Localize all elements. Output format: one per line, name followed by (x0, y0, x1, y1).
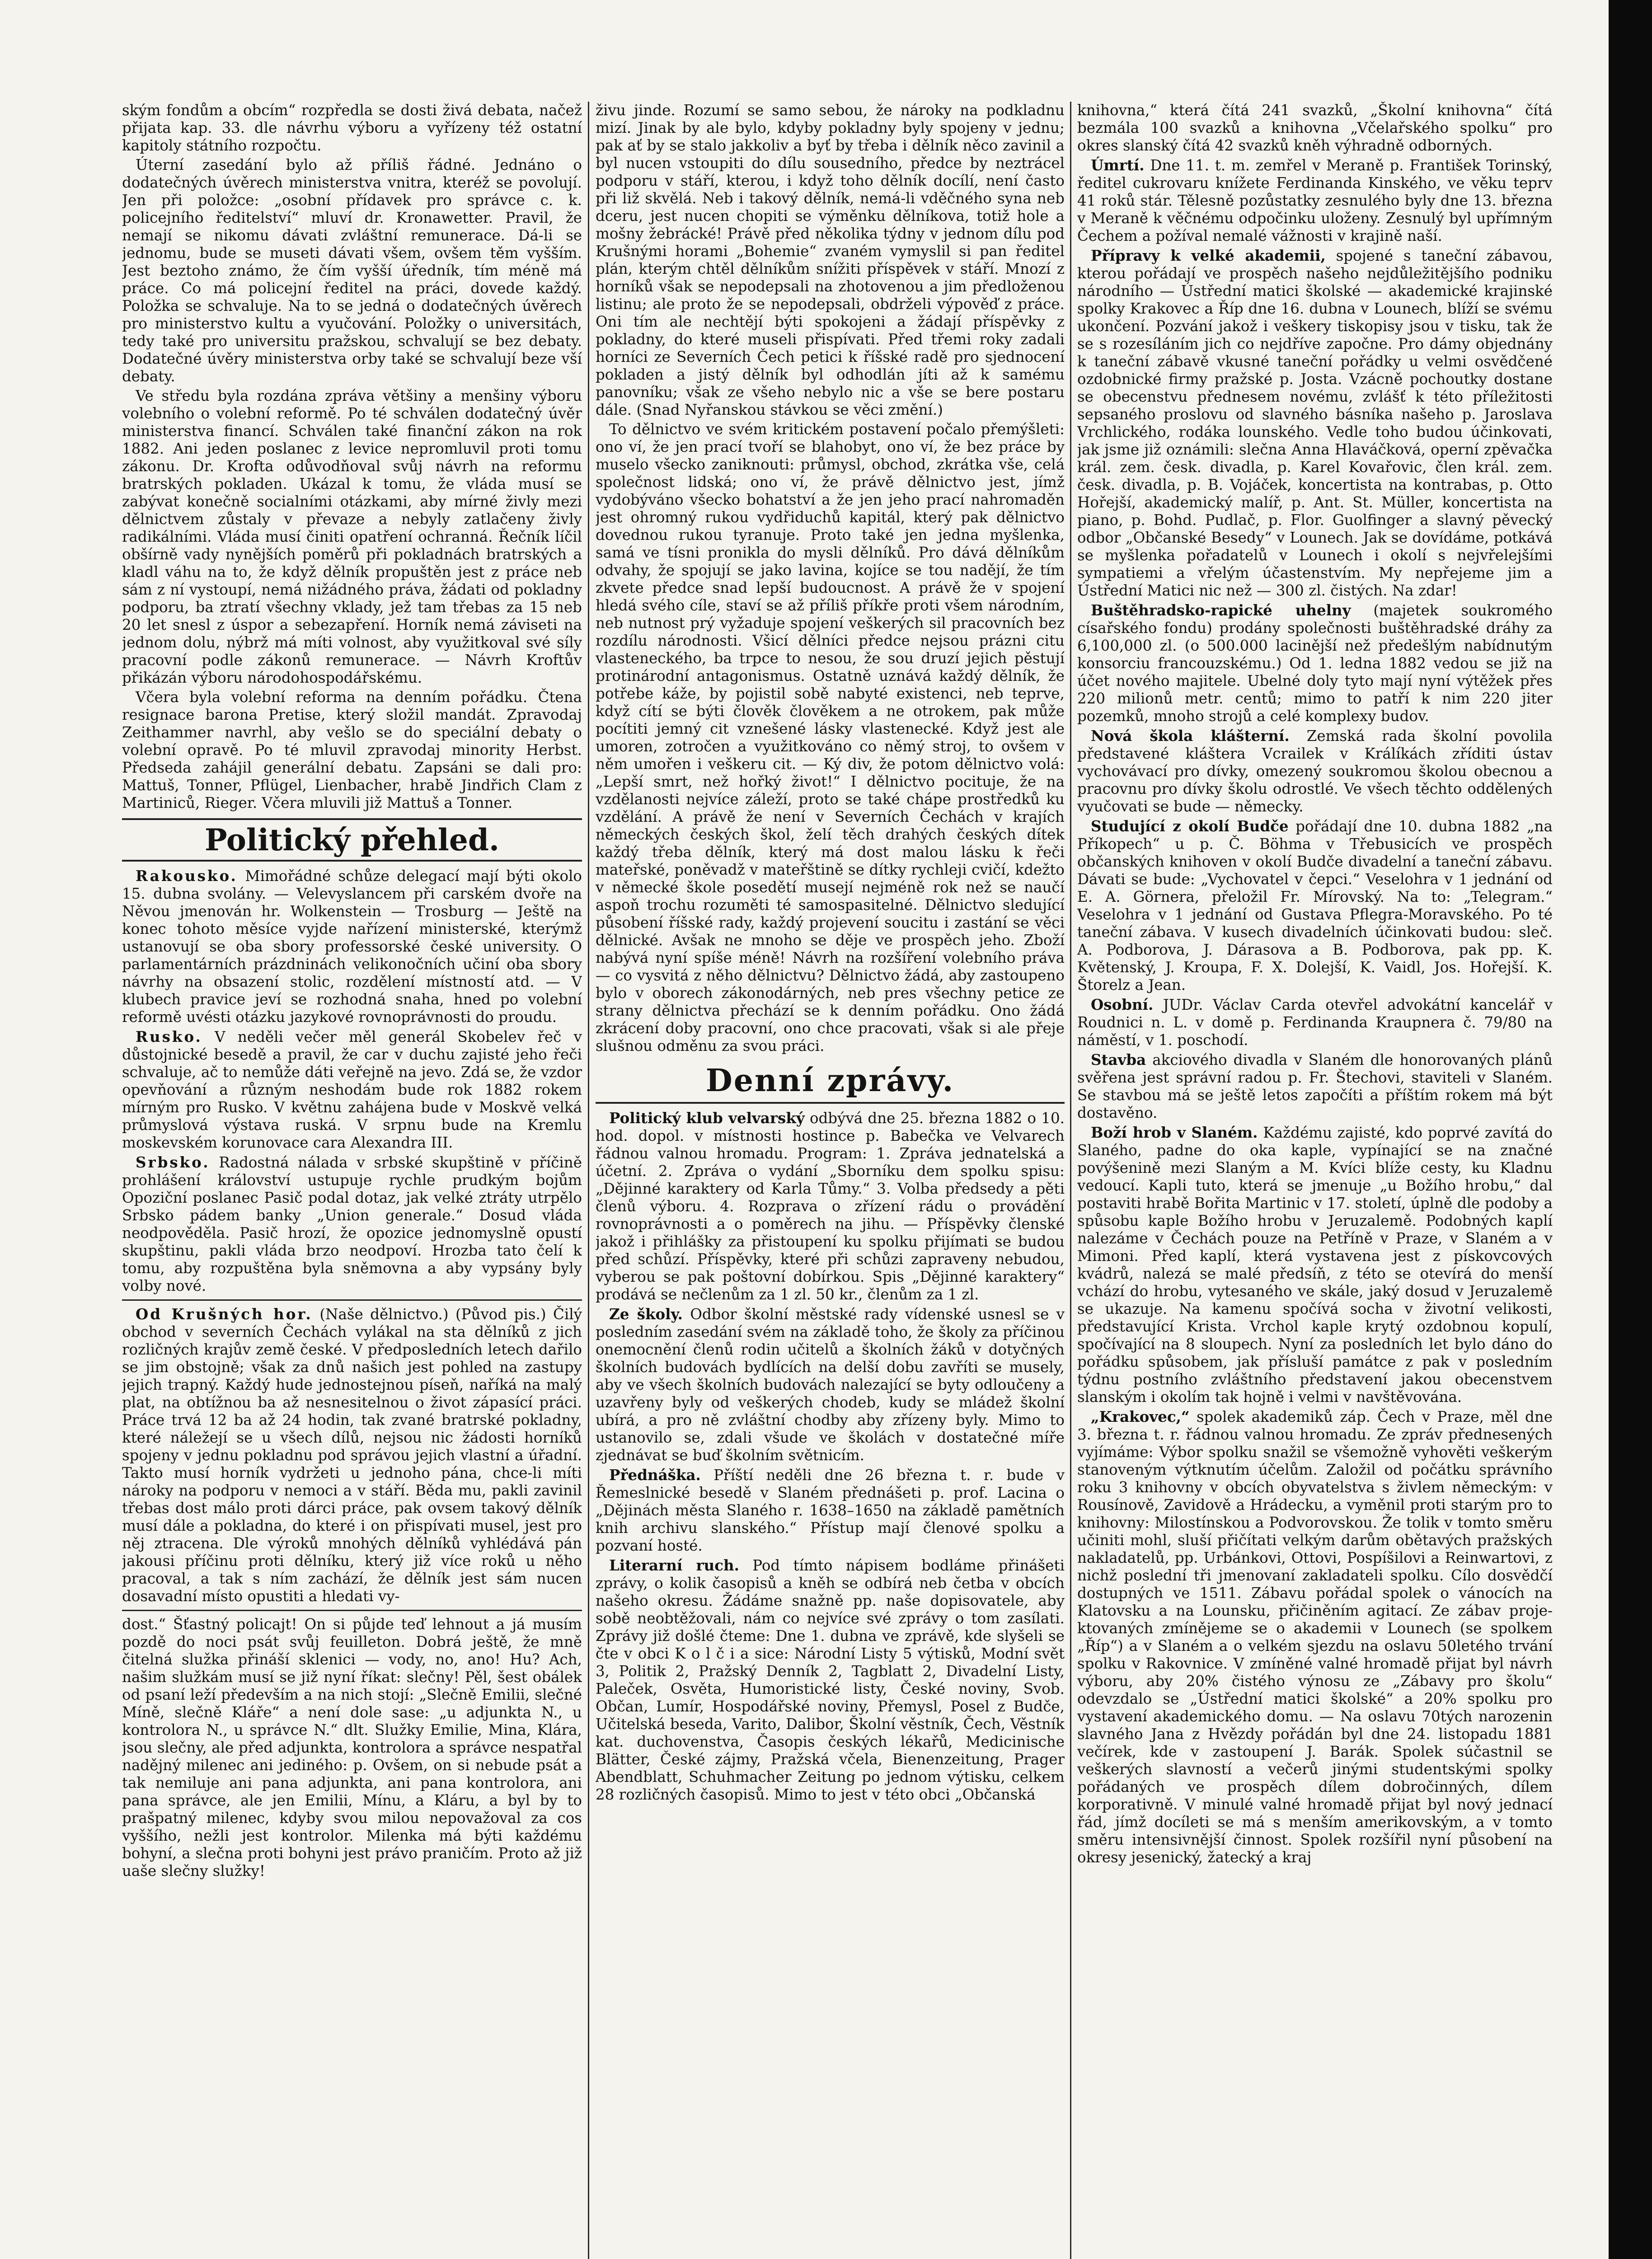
news-body: Dne 11. t. m. zemřel v Meraně p. František Torinský, ředitel cukrovaru knížete Ferdinanda Kinského, ve věku teprv 41 roků stár. Tělesně pozůstatky zesnulého byly dne 13. března v Meraně k věčnému odpočinku uloženy. Zesnulý byl upřímným Čechem a požíval nemalé vážnosti v krajině naší. (1077, 157, 1553, 244)
news-item (596, 1466, 1065, 1555)
article-paragraph: To dělnictvo ve svém kritickém postavení počalo přemýšleti: ono ví, že jen prací tvoří se blahobyt, ono ví, že bez práce by muselo všecko zaniknouti: průmysl, obchod, zkrátka vše, celá společnost lidská; ono ví, že právě dělnictvo jest, jímž vydobýváno všeckо bohatství a že jen jeho prací nahromaděn jest ohromný rukou vydřiduchů kapitál, který pak dělnictvo dovednou rukou tyranuje. Proto také jen jedna myšlenka, samá ve tísni pronikla do mysli dělníků. Pro dává dělníkům odvahy, že spojují se jako lavina, kojíce se tou nadějí, že tím zkvete předce snad lepší budoucnost. A právě že v spojení hledá svého cíle, staví se až příliš příkře proti všem národním, neb nutnost prý vyžaduje spojení veškerých sil pracovních bez rozdílu národnosti. Všicí dělníci předce nejsou prázni citu vlasteneckého, ba trpce to nesou, že sou druzí jejich pěstují protinárodní antagonismus. Ostatně uznává každý dělník, že potřebe káže, by pojistil sobě nabyté existenci, neb teprve, když cítí se býti člověk člověkem a ne otrokem, pak může pocítiti jemný cit vznešené lásky vlastenecké. Když jest ale umoren, zotročen a využitkováno co němý stroj, to ovšem v něm umořen i veškeru cit. — Ký div, že potom dělnictvo volá: „Lepší smrt, než hořký život!“ I dělnictvo pocituje, že na vzdělanosti nejvíce záleží, proto se také chápe prostředků ku vzdělání. A právě že není v Severních Čechách v krajích německých českých škol, želí těch drahých českých dítek každý třeba dělník, který má dost malou lásku k řeči mateřské, poněvadž v mateřštině se dítky rychleji cvičí, kdežto v německé škole posedětí musejí nejméně rok než se naučí aspoň trochu rozuměti té samospasitelné. Dělnictvo sledující působení říšské rady, každý projevení soucitu i zastání se věci dělnické. Avšak ne mnoho se děje ve prospěch jeho. Zboží nabývá nyní spíše méně! Návrh na rozšíření volebního práva — co vysvitá z něho dělnictvu? Dělnictvo žádá, aby zastoupeno bylo v oborech zákonodárných, neb pres všechny petice ze strany dělnictva přechází se k denním pořádku. Ono žádá zkrácení doby pracovní, ono chce pracovati, však si ale přeje slušnou odměnu za svou práci. (596, 421, 1065, 1055)
news-item (596, 1109, 1065, 1303)
news-body: Zemská rada školní povolila představené kláštera Vcrailek v Králíkách zříditi ústav vychovávací pro dívky, omezený soukromou školou obecnou a pracovnu pro dívky školu odrostlé. Ve všech těchto oddělených vyučovati se bude — německy. (1077, 727, 1553, 815)
news-item (1077, 601, 1553, 725)
news-item (1077, 996, 1553, 1049)
news-item (1077, 1051, 1553, 1122)
news-body: spojené s taneční zábavou, kterou pořádají ve prospěch našeho nejdůležitějšího podniku národního — Ústřední matici školské — akademické krajinské spolky Krakovec a Říp dne 16. dubna v Lounech, blíží se svému ukončení. Pozvání jakož i veškery tiskopisy jsou v tisku, tak že se s rozesíláním jich co nejdříve započne. Pro dámy objednány k taneční zábavě vkusné taneční pořádky u velmi osvědčené ozdobnické firmy pražské p. Josta. Vzácně pochoutky dostane se obecenstvu přednesem novému, zvlášť k této příležitosti sepsaného proslovu od slavného básníka našeho p. Jaroslava Vrchlického, rodáka lounského. Vedle toho budou účinkovati, jak jsme již oznámili: slečna Anna Hlaváčková, operní zpěvačka král. zem. česk. divadla, p. Karel Kovařovic, člen král. zem. česk. divadla, p. B. Vojáček, koncertista na kontrabas, p. Otto Hořejší, akademický malíř, p. Ant. St. Müller, koncertista na piano, p. Bohd. Pudlač, p. Flor. Guolfinger a slavný pěvecký odbor „Občanské Besedy“ v Lounech. Jak se dovídáme, potkává se myšlenka pořadatelů v Lounech i okolí s nejvřelejšími sympatiemi a vřelým účastenstvím. My nepřejeme jim a Ústřední Matici nic než — 300 zl. čistých. Na zdar! (1077, 247, 1553, 599)
news-item (122, 1028, 582, 1152)
news-lead: Úmrtí. (1091, 156, 1145, 174)
news-lead: Buštěhradsko-rapické uhelny (1091, 601, 1351, 619)
news-lead: Rusko. (136, 1028, 202, 1045)
news-lead: Ze školy. (609, 1305, 683, 1323)
news-body: Radostná nálada v srbské skupštině v příčině prohlášení království ustupuje rychle prudkým bojům Opoziční poslanec Pasič podal dotaz, jak velké ztráty utrpělo Srbsko pádem banky „Union generale.“ Dosud vláda neodpověděla. Pasič hrozí, že opozice jednomyslně opustí skupštinu, pakli vláda brzo neodpoví. Hrozba tato čelí k tomu, aby rozpuštěna byla sněmovna a aby vypsány byly volby nové. (122, 1154, 582, 1294)
news-lead: Osobní. (1091, 996, 1154, 1013)
news-lead: Studující z okolí Budče (1091, 817, 1289, 835)
article-paragraph: živu jinde. Rozumí se samo sebou, že nároky na podkladnu mizí. Jinak by ale bylo, kdyby pokladny byly spojeny v jednu; pak ať by se stalo jakkoliv a byť by třeba i dělník něco zavinil a byl nucen vstoupiti do dílu sousedního, předce by neztrácel podporu v stáří, kterou, i když toho dělník docílí, není často při liž skvělá. Neb i takový dělník, nemá-li vděčného syna neb dceru, jest nucen chopiti se výměnku dělníkova, totiž hole a mošny žebrácké! Právě před několika týdny v jednom dílu pod Krušnými horami „Bohemie“ zvaném vymyslil si pan ředitel plán, kterým chtěl dělníkům snížiti příspěvek v stáří. Mnozí z horníků však se nepodepsali na zhotovenou a jim předloženou listinu; ale proto že se nepodepsali, obdrželi výpověď z práce. Oni tím ale nechtějí býti spokojeni a žádají příspěvky z pokladny, do které museli přispívati. Před třemi roky zadali horníci ze Severních Čech petici k říšské radě pro sjednocení pokladen a jistý dělník byl odhodlán jíti až k samému panovníku; však ze všeho nebylo nic a vše se bere postaru dále. (Snad Nyřanskou stávkou se věci změní.) (596, 102, 1065, 418)
news-item (122, 867, 582, 1026)
news-item (122, 1305, 582, 1605)
feuilleton-divider (122, 1610, 582, 1611)
news-item (1077, 817, 1553, 994)
news-item (1077, 1124, 1553, 1406)
news-lead: Přípravy k velké akademii, (1091, 247, 1326, 264)
news-body: Odbor školní městské rady vídenské usnesl se v posledním zasedání svém na základě toho, že školy za příčinou onemocnění členů rodin učitelů a školních žáků v dotyčných školních budovách bydlících na delší dobu zavříti se musely, aby ve všech školních budovách nalezající se byty odloučeny a uzavřeny byly od veškerých chodeb, kudy se mládež školní ubírá, a pro ně zvláštní chodby aby zřízeny byly. Mimo to ustanovilo se, zdali všude ve školách v dostatečné míře zjednávat se buď školním světnicím. (596, 1306, 1065, 1464)
article-paragraph: ským fondům a obcím“ rozpředla se dosti živá debata, načež přijata kap. 33. dle návrhu výboru a vyřízeny též ostatní kapitoly státního rozpočtu. (122, 102, 582, 154)
section-heading-denni-zpravy: Denní zprávy. (596, 1061, 1065, 1104)
news-body: JUDr. Václav Carda otevřel advokátní kancelář v Roudnici n. L. v domě p. Ferdinanda Kraupnera č. 79/80 na náměstí, v 1. poschodí. (1077, 996, 1553, 1049)
column-1 (122, 102, 582, 2259)
news-lead: Srbsko. (136, 1153, 210, 1171)
news-lead: Stavba (1091, 1051, 1146, 1069)
column-rule-1 (588, 102, 589, 2259)
news-body: Mimořádné schůze delegací mají býti okolo 15. dubna svolány. — Velevyslancem při carském dvoře na Něvou jmenován hr. Wolkenstein — Trosburg — Ještě na konec tohoto měsíce vyjde nařízení ministerské, kterýmž ustanovují se oba sbory professorské české university. O parlamentárních prázdninách velikonočních učiní oba sbory návrhy na obsazení stolic, rozdělení místností atd. — V klubech pravice jeví se rozhodná snaha, hned po volební reformě uvésti otázku jazykové rovnoprávnosti do proudu. (122, 867, 582, 1026)
news-body: spolek akademiků záp. Čech v Praze, měl dne 3. března t. r. řádnou valnou hromadu. Ze zpráv přednesených vyjímáme: Výbor spolku snažil se všemožně vyhověti veškerým stanoveným výtknutím účelům. Založil od počátku správního roku 3 knihovny v obcích obyvatelstva s živlem německým: v Rousínově, Zavidově a Hrádecku, a vyměnil proti starým pro to knihovny: Milostínskou a Podvorovskou. Že tolik v tomto směru učiniti mohl, sluší přičítati velkým darům obětavých pražských nakladatelů, pp. Urbánkovi, Ottovi, Pospíšilovi a Reinwartovi, z nichž poslední tři jmenovaní zakladateli spolku. Cílo dosvědčí dostupných ve 1511. Zábavu pořádal spolek o vánocích na Klatovsku a na Lounsku, přičiněním agitací. Ze zábav projektovaných zmínějeme se o akademii v Lounech (se spolkem „Říp“) a v Slaném a o velkém sjezdu na oslavu 50letého trvání spolku v Rakovnice. V zmíněné valné hromadě přijat byl návrh výboru, aby 20% čistého výnosu ze „Zábavy pro školu“ odevzdalo se „Ústřední matici školské“ a 20% spolku pro vystavení akademického domu. — Na oslavu 70tých narozenin slavného Jana z Hvězdy pořádán byl dne 24. listopadu 1881 večírek, kde v zastoupení J. Barák. Spolek súčastnil se veškerých slavností a večerů jinými studentskými spolky pořádaných ve prospěch dílem dobročinných, dílem korporativně. V minulé valné hromadě přijat byl nový jednací řád, jímž docíleti se má s menším amerikovským, a v tomto směru intensivnější činnost. Spolek rozšířil nyní působení na okresy jesenický, žatecký a kraj (1077, 1408, 1553, 1866)
scan-edge-border (1609, 0, 1652, 2259)
news-lead: Boží hrob v Slaném. (1091, 1124, 1258, 1141)
news-body: akciového divadla v Slaném dle honorovaných plánů svěřena jest správní radou p. Fr. Štechovi, staviteli v Slaném. Se stavbou má se ještě letos započíti a příštím rokem má být dostavěno. (1077, 1051, 1553, 1121)
article-paragraph: Včera byla volební reforma na denním pořádku. Čtena resignace barona Pretise, který složil mandát. Zpravodaj Zeithammer navrhl, aby vešlo se do speciální debaty o volební opravě. Po té mluvil zpravodaj minority Herbst. Předseda zahájil generální debatu. Zapsáni se dali pro: Mattuš, Tonner, Pflügel, Lienbacher, hrabě Jindřich Clam z Martiniců, Rieger. Včera mluvili již Mattuš a Tonner. (122, 689, 582, 811)
article-paragraph: Ve středu byla rozdána zpráva většiny a menšiny výboru volebního o volební reformě. Po té schválen dodatečný úvěr ministerstva financí. Schválen také finanční zákon na rok 1882. Ani jeden poslanec z levice nepromluvil proti tomu zákonu. Dr. Krofta odůvodňoval svůj návrh na reformu bratrských pokladen. Ukázal k tomu, že vláda musí se zabývat konečně socialními otázkami, aby mírné živly mezi dělnictvem zůstaly v převaze a nebyly zatlačeny živly radikálními. Vláda musí činiti opatření ochranná. Řečník líčil obšírně vady nynějších poměrů při pokladnách bratrských a kladl váhu na to, že když dělník propuštěn jest z práce neb sám z ní vystoupí, nemá nižádného práva, žádati od pokladny podporu, ba ztratí všechny vklady, jež tam třebas za 15 neb 20 let snesl z úspor a sebezapření. Horník nemá záviseti na jednom dolu, nýbrž má míti volnost, aby využitkoval své síly pracovní podle zákonů remunerace. — Návrh Kroftův přikázán výboru národohospodářskému. (122, 387, 582, 686)
column-3 (1077, 102, 1553, 2259)
news-body: Každému zajisté, kdo poprvé zavítá do Slaného, padne do oka kaple, vypínající se na značné povýšenině mezi Slaným a M. Kvíci blíže cesty, ku Kladnu vedoucí. Kapli tuto, která se jmenuje „u Božího hrobu,“ dal postaviti hrabě Bořita Martinic v 17. století, úplně dle podoby a spůsobu kaple Božího hrobu v Jeruzalemě. Podobných kaplí nalezáme v Čechách pouze na Petříně v Praze, v Slaném a v Mimoni. Před kaplí, která vystavena jest z pískovcových kvádrů, nalezá se malé předsíň, z této se otevírá do menší vchází do hrobu, vytesaného ve skále, jaký dosud v Jeruzalemě se ukazuje. Na kamenu spočívá socha v životní velikosti, představující Krista. Vrchol kaple krytý ozdobnou kopulí, spočívající na 8 sloupech. Nyní za posledních let bylo dáno do pořádku spůsobem, jak přísluší památce z pak v posledním týdnu postního zvláštního představení jakou obecenstvem slanským i okolím tak hojně i velmi v navštěvována. (1077, 1124, 1553, 1406)
news-body: Pod tímto nápisem bodláme přinášeti zprávy, o kolik časopisů a kněh se odbírá neb četba v obcích našeho okresu. Žádáme snažně pp. naše dopisovatele, aby sobě neobtěžovali, nám co nejvíce své zprávy o tom zasílati. Zprávy již došlé čteme: Dne 1. dubna ve zprávě, kde slyšeli se čte v obci K o l č i a sice: Národní Listy 5 výtisků, Modní svět 3, Politik 2, Pražský Denník 2, Tagblatt 2, Divadelní Listy, Paleček, Osvěta, Humoristické listy, České noviny, Svob. Občan, Lumír, Hospodářské noviny, Přemysl, Posel z Budče, Učitelská beseda, Varito, Dalibor, Školní věstník, Čech, Věstník kat. duchovenstva, Časopis českých lékařů, Medicinische Blätter, České zájmy, Pražská včela, Bienenzeitung, Prager Abendblatt, Schuhmacher Zeitung po jednom výtisku, celkem 28 rozličných časopisů. Mimo to jest v této obci „Občanská (596, 1557, 1065, 1803)
news-item (1077, 247, 1553, 600)
news-lead: Přednáška. (609, 1466, 701, 1484)
column-2 (596, 102, 1065, 2259)
news-body: odbývá dne 25. března 1882 o 10. hod. dopol. v místnosti hostince p. Babečkа ve Velvarech řádnou valnou hromadu. Program: 1. Zpráva jednatelská a účetní. 2. Zpráva o vydání „Sborníku dem spolku spisu: „Dějinné karaktery od Karla Tůmy.“ 3. Volba předsedy a pěti členů výboru. 4. Rozprava o zřízení rádu o provádění rovnoprávnosti a o poměrech na jihu. — Příspěvky členské jakož i přihlášky za přistoupení ku spolku přijímati se budou před schůzí. Příspěvky, které při schůzi zapraveny nebudou, vyberou se pak poštovní dobírkou. Spis „Dějinné karaktery“ prodává se nečlenům za 1 zl. 50 kr., členům za 1 zl. (596, 1110, 1065, 1303)
news-body: (Naše dělnictvo.) (Původ pis.) Čilý obchod v severních Čechách vylákal na sta dělníků z jich rozličných krajův země české. V předposledních letech dařilo se jim obstojně; však za dnů našich jest pohled na zastupy jejich trapný. Každý hude jednostejnou píseň, naříká na malý plat, na obtížnou ba až nesnesitelnou o život zápasící práci. Práce trvá 12 ba až 24 hodin, tak zvané bratrské pokladny, které náležejí se u všech dílů, nejsou nic žádosti horníků spojeny v jednu pokladnu pod správou jejich vlastní a úřadní. Takto musí horník vydržeti u jednoho pána, chce-li míti nároky na podporu v nemoci a v stáří. Běda mu, pakli zavinil třebas dost málo proti dárci práce, pak ovsem takový dělník musí dále a pokladna, do které i on přispívati musel, jest pro něj ztracena. Dle výroků mnohých dělníků vyhlédává pán jakousi příčinu proti dělníku, který již více roků u něho pracoval, a tak s ním zachází, že dělník jest sám nucen dosavadní místo opustiti a hledati vy- (122, 1306, 582, 1605)
feuilleton-text: dost.“ Šťastný policajt! On si půjde teď lehnout a já musím pozdě do noci psát svůj feuilleton. Dobrá ještě, že mně čitelná služka přináší sklenici — vody, no, ano! Hu? Ach, našim služkám musí se již nyní říkat: slečny! Pěl, šest obálek od psaní leží především a na nich stojí: „Slečně Emilii, slečné Míně, slečně Kláře“ a není dole sase: „u adjunkta N., u kontrolora N., u správce N.“ dlt. Služky Emilie, Mina, Klára, jsou slečny, ale před adjunkta, kontrolora a správce nespatřal nadějný milenec ani jediného: p. Ovšem, on si nebude psát a tak nemiluje ani pana adjunkta, ani pana kontrolora, ani pana správce, ale jen Emilii, Mínu, a Kláru, a byl by to prašpatný milenec, kdyby svou milou nepovažoval za cos vyššího, nežli jest kontrolor. Milenka má býti každému bohyní, a slečna proti bohyni jest právo praničím. Proto až již uaše slečny služky! (122, 1616, 582, 1879)
news-item (122, 1153, 582, 1295)
news-body: (majetek soukromého císařského fondu) prodány společnosti buštěhradské dráhy za 6,100,000 zl. (o 500.000 lacinější než předešlým nabídnutým konsorciu francouzskému.) Od 1. ledna 1882 vedou se již na účet nového majitele. Ubelné doly tyto mají nyní výtěžek přes 220 milionů metr. centů; mimo to patří k nim 220 jiter pozemků, mnoho strojů a celé komplexy budov. (1077, 602, 1553, 725)
news-lead: Od Krušných hor. (136, 1305, 313, 1323)
article-paragraph: knihovna,“ která čítá 241 svazků, „Školní knihovna“ čítá bezmála 100 svazků a knihovna „Včelařského spolku“ pro okres slanský čítá 42 svazků kněh výhradně odborných. (1077, 102, 1553, 154)
column-rule-2 (1070, 102, 1071, 2259)
news-item (596, 1556, 1065, 1804)
section-divider (122, 1299, 582, 1301)
news-lead: „Krakovec,“ (1091, 1408, 1190, 1425)
news-body: pořádají dne 10. dubna 1882 „na Příkopech“ u p. Č. Böhma v Třebusicích ve prospěch občanských knihoven v okolí Budče divadelní a taneční zábavu. Dávati se bude: „Vychovatel v čepci.“ Veselohra v 1 jednání od E. A. Görnera, přeložil Fr. Mírovský. Na to: „Telegram.“ Veselohra v 1 jednání od Gustava Pflegra-Moravského. Po té taneční zábava. V kusech divadelních účinkovati budou: sleč. A. Podborova, J. Dárasova a B. Podborova, pak pp. K. Květenský, J. Kroupa, F. X. Dolejší, K. Vaidl, Jos. Hořejší. K. Štorelz a Jean. (1077, 818, 1553, 994)
news-item (596, 1305, 1065, 1464)
news-item (1077, 1408, 1553, 1866)
news-item (1077, 156, 1553, 245)
news-lead: Literarní ruch. (609, 1556, 739, 1574)
article-paragraph: Úterní zasedání bylo až příliš řádné. Jednáno o dodatečných úvěrech ministerstva vnitra, kteréž se povolují. Jen při položce: „osobní přídavek pro správce c. k. policejního ředitelství“ mluví dr. Kronawetter. Pravil, že nemají se nikomu dávati zvláštní remunerace. Dá-li se jednomu, bude se museti dávati všem, ovšem těm vyšším. Jest beztoho známo, že čím vyšší úředník, tím méně má práce. Co má policejní ředitel na práci, dovede každý. Položka se schvaluje. Na to se jedná o dodatečných úvěrech pro ministerstvo kultu a vyučování. Položky o universitách, tedy také pro universitu pražskou, schvalují se bez debaty. Dodatečné úvěry ministerstva orby také se schvalují beze vší debaty. (122, 156, 582, 385)
news-lead: Nová škola klášterní. (1091, 727, 1290, 745)
news-body: Příští neděli dne 26 března t. r. bude v Řemeslnické besedě v Slaném přednášeti p. prof. Lacina o „Dějinách města Slaného r. 1638–1650 na základě pamětních knih archivu slanského.“ Přístup mají členové spolku a pozvaní hosté. (596, 1467, 1065, 1554)
news-lead: Rakousko. (136, 867, 238, 885)
news-body: V neděli večer měl generál Skobelev řeč v důstojnické besedě a pravil, že car v duchu zajisté jeho řeči schvaluje, ač to nemůže dáti veřejně na jevo. Zdá se, že vzdor opevňování a různým neshodám bude rok 1882 rokem mírným pro Rusko. V květnu zahájena bude v Moskvě velká průmyslová výstava ruská. V srpnu bude na Kremlu moskevském korunovace cara Alexandra III. (122, 1028, 582, 1151)
news-item (1077, 727, 1553, 815)
section-heading-politicky-prehled: Politický přehled. (122, 818, 582, 862)
news-lead: Politický klub velvarský (609, 1109, 805, 1127)
